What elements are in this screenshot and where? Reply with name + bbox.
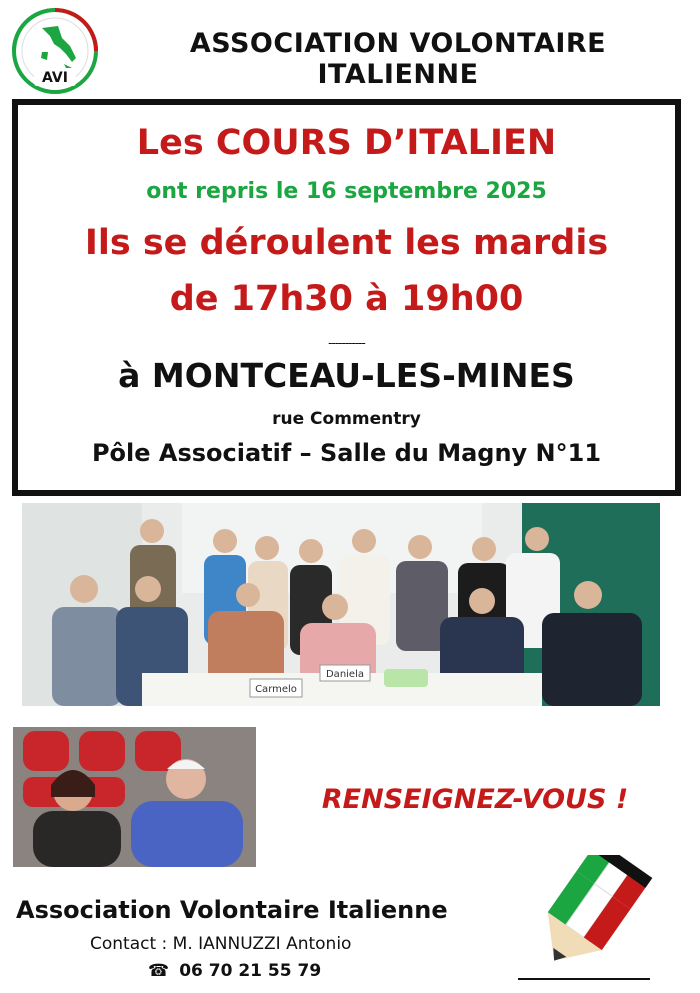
footer-association-name: Association Volontaire Italienne — [16, 896, 448, 924]
group-photo — [22, 503, 660, 706]
avi-logo — [12, 8, 98, 94]
name-card-carmelo: Carmelo — [255, 684, 297, 695]
course-info-box — [12, 99, 681, 496]
phone-icon: ☎ — [148, 961, 170, 981]
location-venue: Pôle Associatif – Salle du Magny N°11 — [91, 439, 602, 467]
footer-contact: Contact : M. IANNUZZI Antonio — [90, 934, 352, 954]
schedule-day: Ils se déroulent les mardis — [84, 223, 609, 263]
logo-text: AVI — [42, 70, 68, 86]
header-title: ASSOCIATION VOLONTAIRE ITALIENNE — [189, 28, 607, 90]
footer-phone[interactable] — [148, 961, 321, 981]
location-street: rue Commentry — [272, 409, 421, 429]
location-city: à MONTCEAU-LES-MINES — [118, 356, 575, 395]
course-title: Les COURS D’ITALIEN — [136, 123, 557, 163]
contact-photo — [13, 727, 256, 867]
resumption-date: ont repris le 16 septembre 2025 — [146, 179, 547, 204]
name-card-daniela: Daniela — [325, 669, 365, 680]
pencil-icon — [510, 855, 660, 985]
separator: ----------- — [328, 336, 365, 350]
phone-number[interactable]: 06 70 21 55 79 — [179, 961, 322, 981]
cta-text: RENSEIGNEZ-VOUS ! — [321, 784, 629, 815]
schedule-time: de 17h30 à 19h00 — [169, 279, 524, 319]
